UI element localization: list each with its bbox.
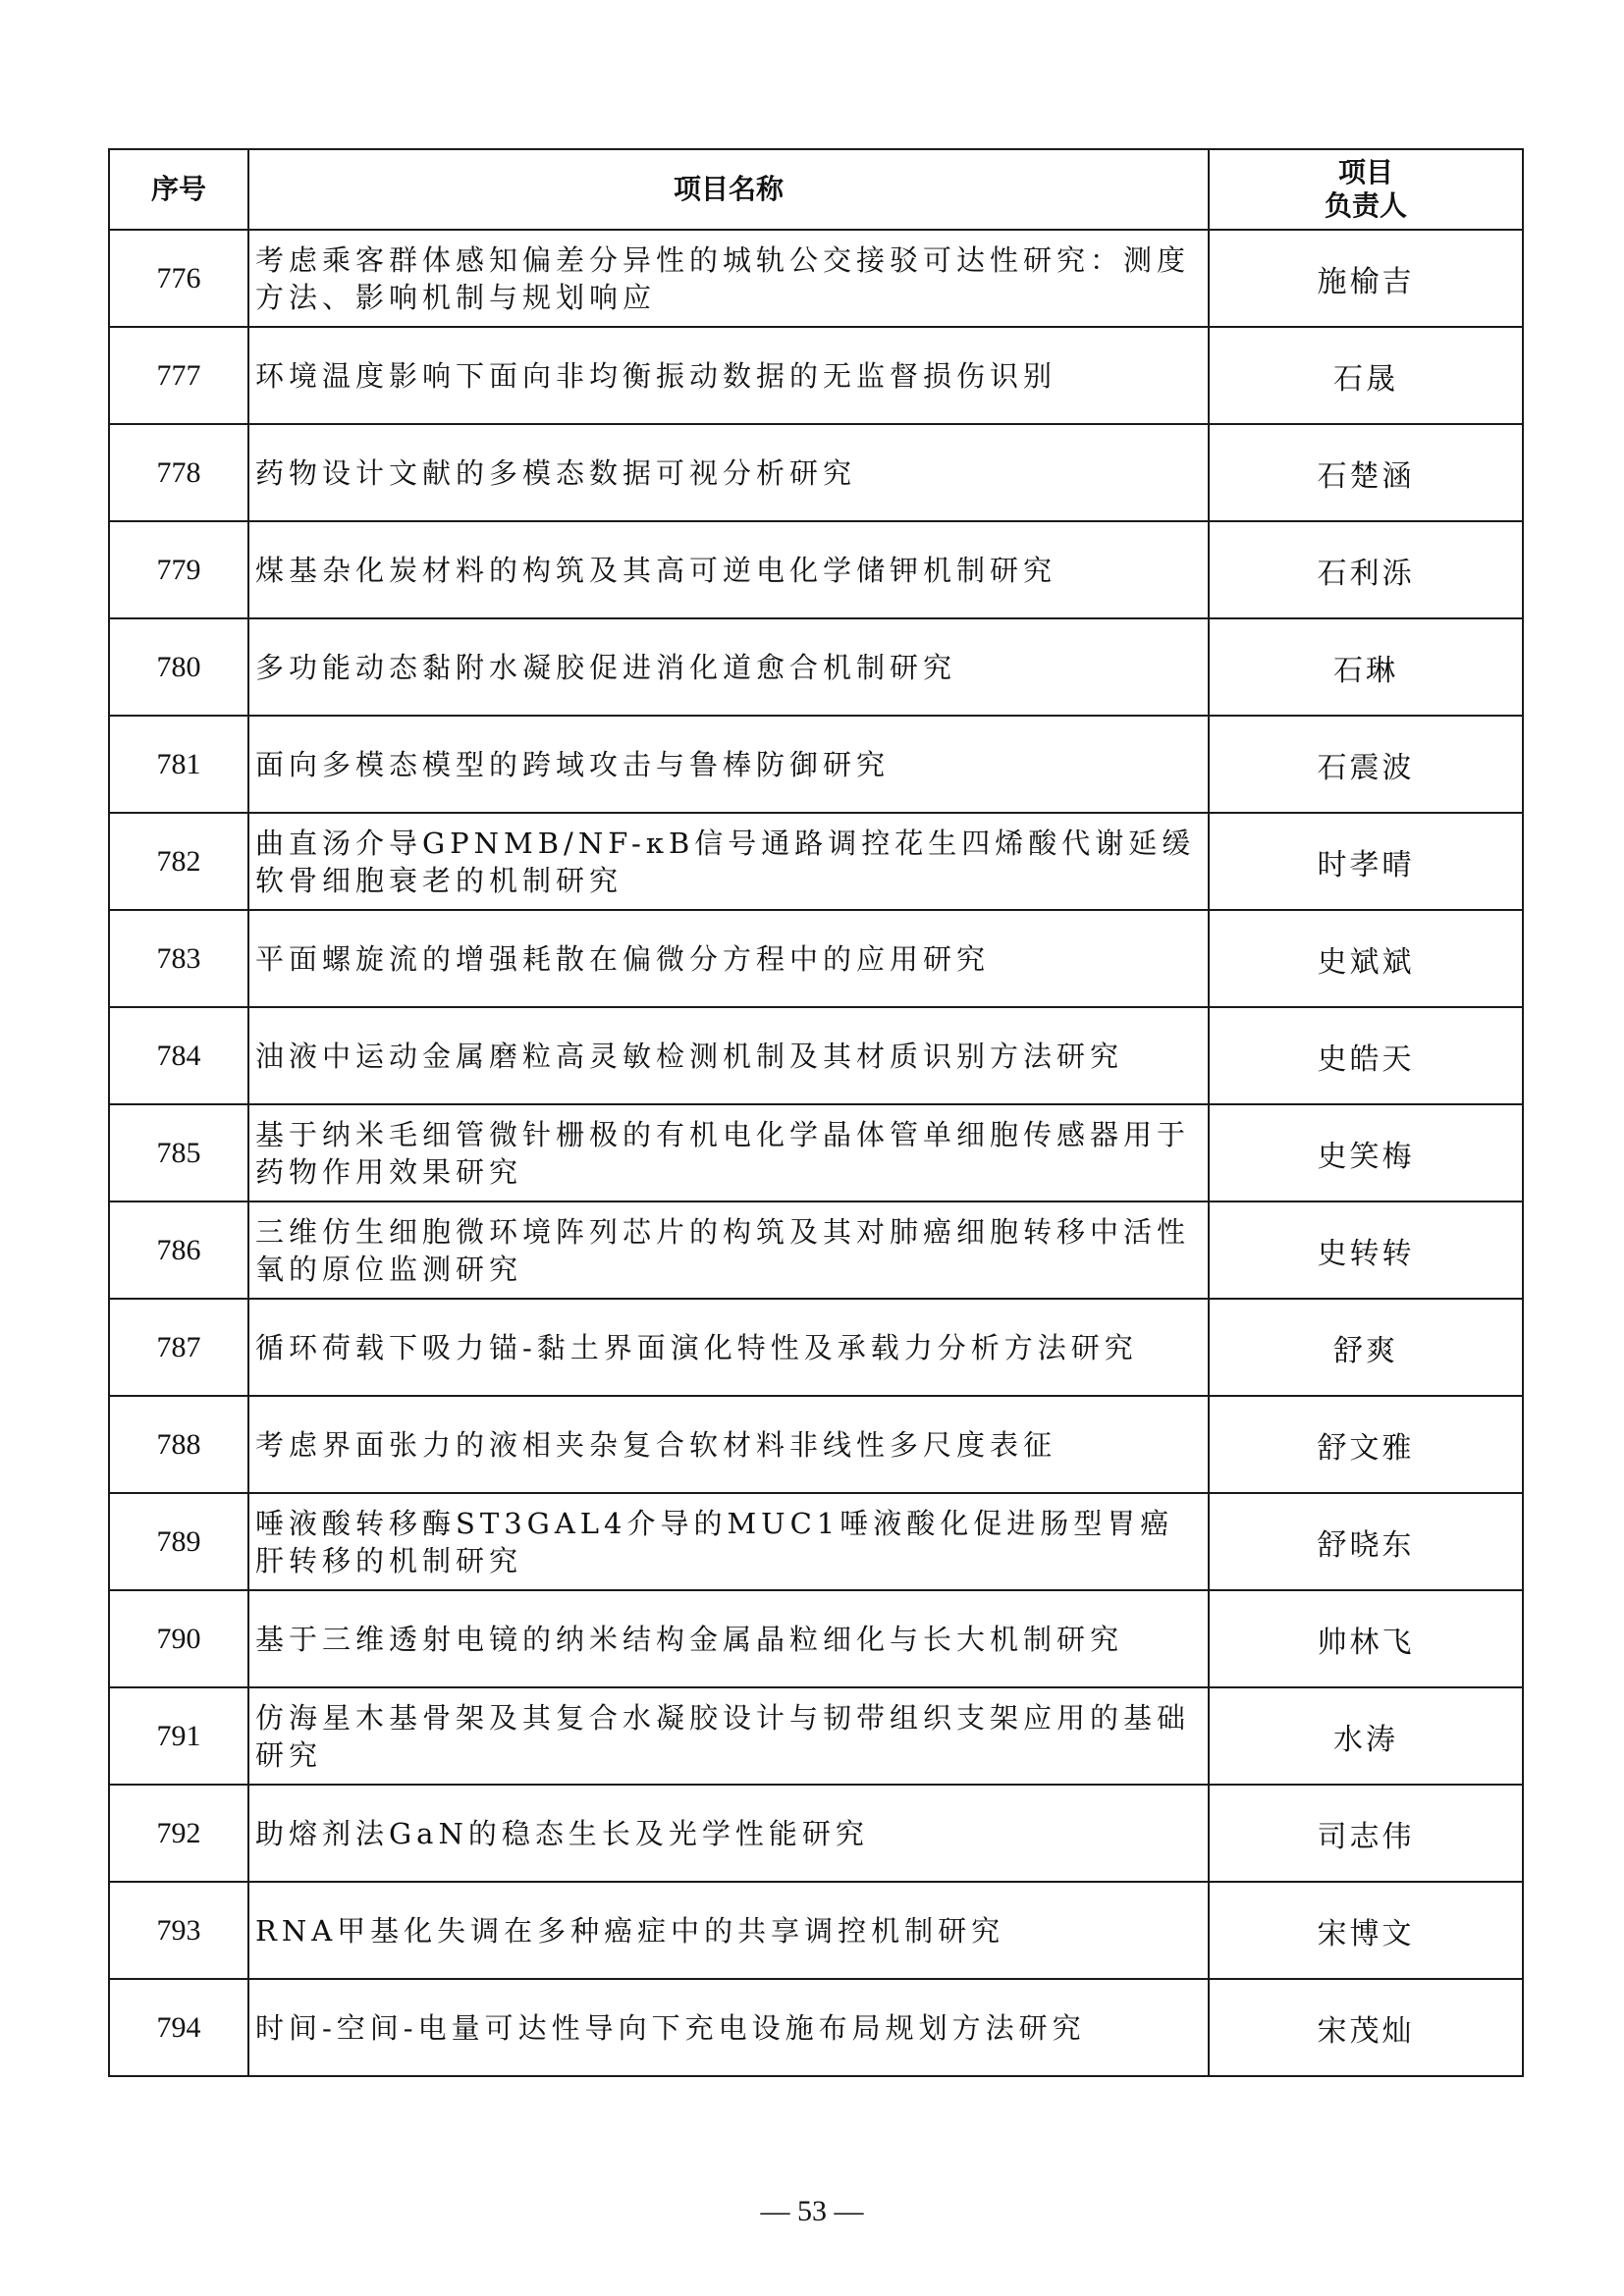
row-project-name: 药物设计文献的多模态数据可视分析研究 (248, 424, 1209, 521)
header-leader-line1: 项目 (1337, 156, 1393, 188)
row-serial-number: 782 (109, 813, 248, 910)
row-project-name: 三维仿生细胞微环境阵列芯片的构筑及其对肺癌细胞转移中活性氧的原位监测研究 (248, 1201, 1209, 1299)
table-row (109, 1201, 1523, 1299)
row-project-leader: 宋茂灿 (1209, 1979, 1523, 2076)
header-project-leader (1209, 149, 1523, 230)
table-row (109, 1007, 1523, 1104)
project-table (108, 148, 1524, 2077)
row-serial-number: 791 (109, 1687, 248, 1785)
row-project-name: 唾液酸转移酶ST3GAL4介导的MUC1唾液酸化促进肠型胃癌肝转移的机制研究 (248, 1493, 1209, 1590)
table-row (109, 1396, 1523, 1493)
row-project-leader: 时孝晴 (1209, 813, 1523, 910)
header-leader-line2: 负责人 (1324, 189, 1407, 222)
row-serial-number: 786 (109, 1201, 248, 1299)
row-project-name: 煤基杂化炭材料的构筑及其高可逆电化学储钾机制研究 (248, 521, 1209, 618)
row-project-leader: 石震波 (1209, 716, 1523, 813)
row-serial-number: 788 (109, 1396, 248, 1493)
row-project-name: 面向多模态模型的跨域攻击与鲁棒防御研究 (248, 716, 1209, 813)
table-row (109, 1785, 1523, 1882)
row-project-leader: 石晟 (1209, 327, 1523, 424)
row-project-name: 循环荷载下吸力锚-黏土界面演化特性及承载力分析方法研究 (248, 1299, 1209, 1396)
row-project-leader: 宋博文 (1209, 1882, 1523, 1979)
row-project-leader: 史斌斌 (1209, 910, 1523, 1007)
table-row (109, 1882, 1523, 1979)
row-project-leader: 史笑梅 (1209, 1104, 1523, 1201)
row-project-name: 助熔剂法GaN的稳态生长及光学性能研究 (248, 1785, 1209, 1882)
row-project-name: 考虑乘客群体感知偏差分异性的城轨公交接驳可达性研究：测度方法、影响机制与规划响应 (248, 230, 1209, 327)
row-serial-number: 785 (109, 1104, 248, 1201)
row-serial-number: 792 (109, 1785, 248, 1882)
row-project-leader: 施榆吉 (1209, 230, 1523, 327)
row-project-leader: 司志伟 (1209, 1785, 1523, 1882)
row-serial-number: 779 (109, 521, 248, 618)
table-row (109, 1979, 1523, 2076)
table-header-row (109, 149, 1523, 230)
row-serial-number: 793 (109, 1882, 248, 1979)
row-project-name: 环境温度影响下面向非均衡振动数据的无监督损伤识别 (248, 327, 1209, 424)
table-row (109, 1687, 1523, 1785)
row-project-name: 基于三维透射电镜的纳米结构金属晶粒细化与长大机制研究 (248, 1590, 1209, 1687)
row-project-leader: 帅林飞 (1209, 1590, 1523, 1687)
table-row (109, 327, 1523, 424)
row-serial-number: 780 (109, 618, 248, 716)
row-project-name: 考虑界面张力的液相夹杂复合软材料非线性多尺度表征 (248, 1396, 1209, 1493)
row-serial-number: 776 (109, 230, 248, 327)
row-project-name: 基于纳米毛细管微针栅极的有机电化学晶体管单细胞传感器用于药物作用效果研究 (248, 1104, 1209, 1201)
row-project-name: 多功能动态黏附水凝胶促进消化道愈合机制研究 (248, 618, 1209, 716)
row-serial-number: 789 (109, 1493, 248, 1590)
row-project-leader: 史转转 (1209, 1201, 1523, 1299)
table-row (109, 1493, 1523, 1590)
row-project-name: 时间-空间-电量可达性导向下充电设施布局规划方法研究 (248, 1979, 1209, 2076)
table-row (109, 618, 1523, 716)
row-project-leader: 舒文雅 (1209, 1396, 1523, 1493)
table-row (109, 424, 1523, 521)
row-project-leader: 石楚涵 (1209, 424, 1523, 521)
table-row (109, 1590, 1523, 1687)
row-serial-number: 783 (109, 910, 248, 1007)
row-serial-number: 790 (109, 1590, 248, 1687)
row-project-name: 油液中运动金属磨粒高灵敏检测机制及其材质识别方法研究 (248, 1007, 1209, 1104)
row-project-name: 平面螺旋流的增强耗散在偏微分方程中的应用研究 (248, 910, 1209, 1007)
header-project-name: 项目名称 (248, 149, 1209, 230)
row-project-leader: 石利泺 (1209, 521, 1523, 618)
row-serial-number: 794 (109, 1979, 248, 2076)
table-row (109, 230, 1523, 327)
row-project-leader: 石琳 (1209, 618, 1523, 716)
table-row (109, 813, 1523, 910)
row-serial-number: 784 (109, 1007, 248, 1104)
row-serial-number: 787 (109, 1299, 248, 1396)
row-project-leader: 舒晓东 (1209, 1493, 1523, 1590)
row-project-name: RNA甲基化失调在多种癌症中的共享调控机制研究 (248, 1882, 1209, 1979)
row-project-name: 曲直汤介导GPNMB/NF-κB信号通路调控花生四烯酸代谢延缓软骨细胞衰老的机制研究 (248, 813, 1209, 910)
row-project-leader: 水涛 (1209, 1687, 1523, 1785)
row-project-name: 仿海星木基骨架及其复合水凝胶设计与韧带组织支架应用的基础研究 (248, 1687, 1209, 1785)
table-row (109, 521, 1523, 618)
row-serial-number: 781 (109, 716, 248, 813)
table-row (109, 1104, 1523, 1201)
row-project-leader: 史皓天 (1209, 1007, 1523, 1104)
row-serial-number: 778 (109, 424, 248, 521)
table-row (109, 1299, 1523, 1396)
page-number: — 53 — (760, 2195, 864, 2227)
row-project-leader: 舒爽 (1209, 1299, 1523, 1396)
table-row (109, 716, 1523, 813)
table-row (109, 910, 1523, 1007)
row-serial-number: 777 (109, 327, 248, 424)
header-serial-number: 序号 (109, 149, 248, 230)
